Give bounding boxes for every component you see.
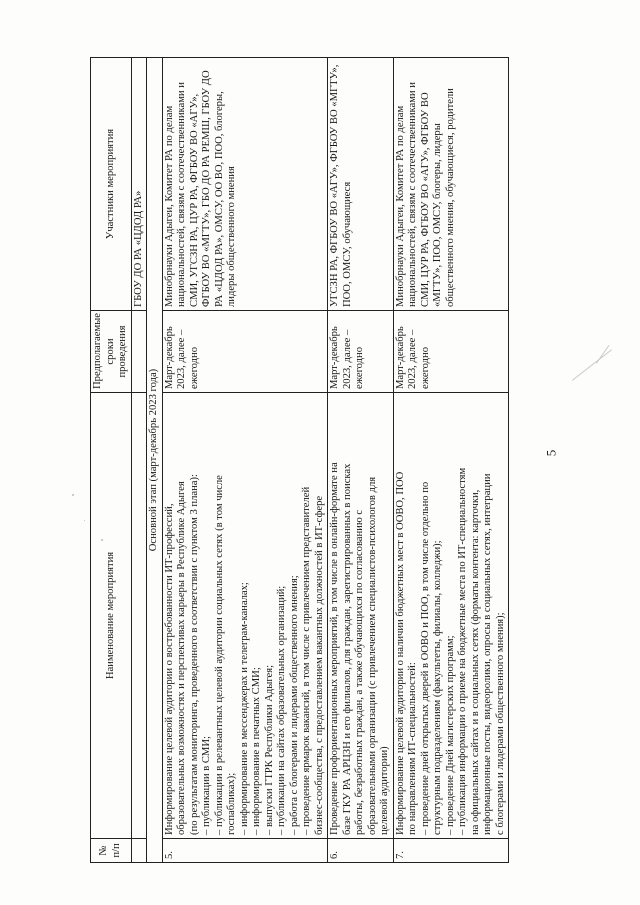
row-term: Март-декабрь 2023, далее – ежегодно (328, 311, 394, 393)
rotated-table-stage (90, 58, 560, 863)
row-participants: УГСЗН РА, ФГБОУ ВО «АГУ», ФГБОУ ВО «МГТУ», ПОО, ОМСУ, обучающиеся (328, 58, 394, 311)
row-term: Март-декабрь 2023, далее – ежегодно (162, 311, 328, 393)
stage-title-row (147, 58, 163, 863)
table-row-6 (328, 58, 394, 863)
header-num: № п/п (91, 839, 132, 863)
header-name: Наименование мероприятия (91, 393, 132, 839)
top-row-participants: ГБОУ ДО РА «ЦДОД РА» (131, 58, 147, 311)
row-num: 6. (328, 839, 394, 863)
scan-scratch (572, 349, 612, 381)
header-term: Предполагаемые сроки проведения (91, 311, 132, 393)
scan-speck (72, 494, 74, 496)
row-participants: Минобрнауки Адыгеи, Комитет РА по делам национальностей, связям с соотечественниками и СМИ, ЦУР РА, ФГБОУ ВО «АГУ», ФГБОУ ВО «МГТУ», ПОО, ОМСУ, блогеры, лидеры общественного мнения, обучающиеся, родители (393, 58, 509, 311)
row-participants: Минобрнауки Адыгеи, Комитет РА по делам национальностей, связям с соотечественниками и СМИ, УГСЗН РА, ЦУР РА, ФГБОУ ВО «АГУ», ФГБОУ ВО «МГТУ», ГБО ДО РА РЕМШ, ГБОУ ДО РА «ЦДОД РА», ОМСУ, ОО ВО, ПОО, блогеры, лидеры общественного мнения (162, 58, 328, 311)
table-row-5 (162, 58, 328, 863)
scan-scratch (596, 345, 609, 364)
row-num: 7. (393, 839, 509, 863)
row-name: Информирование целевой аудитории о наличии бюджетных мест в ООВО, ПОО по направлениям ИТ-специальностей: – проведение дней открытых дверей в ООВО и ПОО, в том числе отдельно по структурным подразделениям (факультеты, филиалы, колледжи); – проведение Дней магистерских программ; – публикация информации о приеме на бюджетные места по ИТ-специальностям на официальных сайтах и в социальных сетях (форматы контента: карточки, информационные посты, видеоролики, опросы в социальных сетях, интеграции с блогерами и лидерами общественного мнения); (393, 393, 509, 839)
scan-speck (84, 520, 85, 521)
row-num: 5. (162, 839, 328, 863)
row-term: Март-декабрь 2023, далее – ежегодно (393, 311, 509, 393)
page-number: 5 (543, 449, 559, 457)
header-participants: Участники мероприятия (91, 58, 132, 311)
plan-table (90, 57, 509, 863)
row-name: Проведение профориентационных мероприятий, в том числе в онлайн-формате на базе ГКУ РА АРЦЗН и его филиалов, для граждан, зарегистрированных в поисках работы, безработных граждан, а также обучающихся по согласованию с образовательными организации (с привлечением специалистов-психологов для целевой аудитории) (328, 393, 394, 839)
top-continuation-row (131, 58, 147, 863)
table-row-7 (393, 58, 509, 863)
row-name: Информирование целевой аудитории о востребованности ИТ-профессий, образовательных возможностях и перспективах карьеры в Республике Адыгея (по результатам мониторинга, проведенного в соответствии с пунктом 3 плана): – публикации в СМИ; – публикации в релевантных целевой аудитории социальных сетях (в том числе госпабликах); – информирование в мессенджерах и телеграм-каналах; – информирование в печатных СМИ; – выпуски ГТРК Республики Адыгея; – публикации на сайтах образовательных организаций; – работа с блогерами и лидерами общественного мнения; – проведение ярмарок вакансий, в том числе с привлечением представителей бизнес-сообщества, с предоставлением вакантных должностей в ИТ-сфере (162, 393, 328, 839)
stage-title: Основной этап (март-декабрь 2023 года) (147, 58, 163, 863)
header-row (91, 58, 132, 863)
